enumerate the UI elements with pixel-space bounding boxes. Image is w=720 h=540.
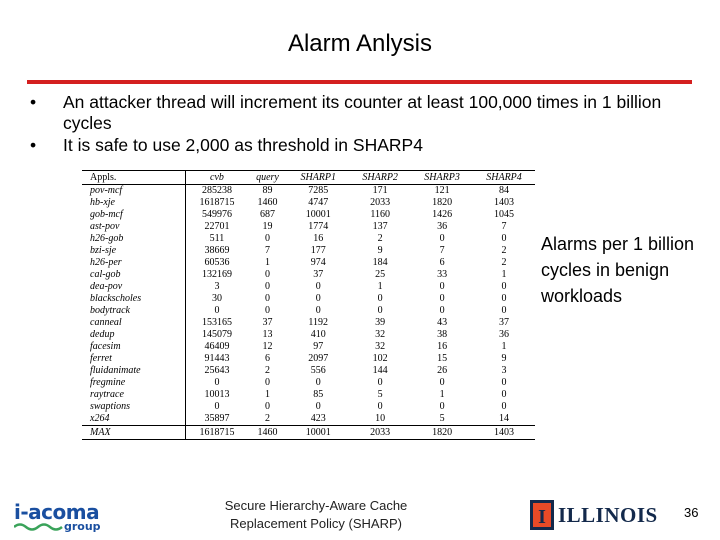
table-body	[82, 185, 535, 426]
table-row	[82, 305, 535, 317]
table-cell: MAX	[82, 426, 186, 440]
table-cell: 0	[501, 281, 507, 293]
table-cell: 0	[186, 305, 248, 317]
table-cell: 0	[439, 377, 445, 389]
table-cell: 132169	[186, 269, 248, 281]
footer-caption-line: Replacement Policy (SHARP)	[230, 516, 402, 531]
table-cell: h26-per	[90, 257, 122, 269]
table-row	[82, 329, 535, 341]
table-cell: ferret	[90, 353, 112, 365]
table-cell: 1618715	[186, 426, 248, 440]
table-cell: 5	[377, 389, 383, 401]
table-cell: 1426	[432, 209, 453, 221]
table-cell: 171	[372, 185, 388, 197]
table-cell: 2	[501, 257, 507, 269]
table-cell: 137	[372, 221, 388, 233]
table-cell: 84	[499, 185, 509, 197]
table-cell: 0	[315, 293, 321, 305]
table-cell: 25	[375, 269, 386, 281]
table-cell: 184	[372, 257, 388, 269]
table-cell: 0	[315, 401, 321, 413]
table-cell: 1	[501, 269, 507, 281]
column-header: cvb	[186, 171, 248, 185]
table-cell: 1774	[308, 221, 329, 233]
table-cell: 1	[439, 389, 445, 401]
table-cell: 2	[377, 233, 383, 245]
table-cell: 0	[501, 401, 507, 413]
table-cell: 1	[377, 281, 383, 293]
table-cell: 1403	[473, 426, 535, 440]
table-row	[82, 281, 535, 293]
table-cell: 0	[501, 389, 507, 401]
table-cell: 0	[439, 305, 445, 317]
bullet-marker: •	[30, 135, 37, 155]
table-cell: 144	[372, 365, 388, 377]
table-cell: 0	[315, 281, 321, 293]
table-cell: 35897	[186, 413, 248, 426]
table-cell: 0	[186, 377, 248, 389]
table-cell: swaptions	[90, 401, 131, 413]
table-cell: 9	[501, 353, 507, 365]
table-cell: 10001	[287, 426, 349, 440]
table-cell: h26-gob	[90, 233, 124, 245]
alarms-note-line: Alarms per 1 billion	[541, 234, 695, 254]
table-cell: 7	[264, 245, 270, 257]
table-cell: 153165	[186, 317, 248, 329]
table-cell: 2	[501, 245, 507, 257]
table-cell: x264	[90, 413, 110, 425]
table-row	[82, 317, 535, 329]
table-cell: 0	[264, 281, 270, 293]
table-row	[82, 353, 535, 365]
table-cell: 511	[186, 233, 248, 245]
column-header: SHARP2	[349, 171, 411, 185]
table-cell: 1192	[308, 317, 329, 329]
table-cell: 39	[375, 317, 386, 329]
table-row	[82, 245, 535, 257]
wave-icon	[14, 522, 64, 532]
table-cell: 25643	[186, 365, 248, 377]
table-cell: 9	[377, 245, 383, 257]
table-cell: 16	[437, 341, 448, 353]
page-number: 36	[684, 505, 699, 520]
table-cell: 14	[499, 413, 509, 425]
table-cell: 10001	[305, 209, 331, 221]
table-cell: 85	[313, 389, 324, 401]
table-cell: 1618715	[186, 197, 248, 209]
table-row	[82, 269, 535, 281]
table-cell: 37	[499, 317, 509, 329]
table-cell: cal-gob	[90, 269, 121, 281]
table-cell: 43	[437, 317, 448, 329]
table-cell: 2097	[308, 353, 329, 365]
table-cell: 13	[262, 329, 273, 341]
table-cell: 19	[262, 221, 273, 233]
table-cell: canneal	[90, 317, 122, 329]
table-cell: 7285	[308, 185, 329, 197]
table-cell: blackscholes	[90, 293, 142, 305]
table-cell: gob-mcf	[90, 209, 123, 221]
table-cell: 6	[264, 353, 270, 365]
block-i-icon	[530, 500, 554, 530]
table-cell: 0	[377, 401, 383, 413]
table-cell: 32	[375, 341, 386, 353]
table-cell: 1160	[370, 209, 390, 221]
illinois-logo	[530, 497, 670, 533]
bullet-item	[30, 92, 710, 134]
table-cell: 4747	[308, 197, 329, 209]
table-row	[82, 365, 535, 377]
table-cell: 0	[264, 401, 270, 413]
iacoma-logo	[14, 500, 104, 536]
table-cell: 10	[375, 413, 386, 425]
table-cell: 1460	[257, 197, 278, 209]
table-cell: 1460	[248, 426, 288, 440]
table-cell: 0	[377, 293, 383, 305]
table-cell: 46409	[186, 341, 248, 353]
table-cell: 7	[439, 245, 445, 257]
table-cell: 0	[439, 401, 445, 413]
table-cell: 2033	[349, 426, 411, 440]
table-cell: 1	[264, 257, 270, 269]
table-cell: 285238	[186, 185, 248, 198]
table-cell: bzi-sje	[90, 245, 117, 257]
bullet-text: An attacker thread will increment its counter at least 100,000 times in 1 billion cycles	[63, 92, 662, 133]
table-cell: 2033	[370, 197, 391, 209]
table-cell: 0	[501, 233, 507, 245]
table-cell: 410	[310, 329, 326, 341]
block-i-letter: I	[538, 506, 546, 528]
table-row	[82, 389, 535, 401]
column-header: SHARP1	[287, 171, 349, 185]
table-cell: 37	[313, 269, 324, 281]
footer-caption	[200, 497, 432, 533]
table-cell: 3	[501, 365, 507, 377]
table-cell: 22701	[186, 221, 248, 233]
table-cell: 36	[437, 221, 448, 233]
table-cell: 91443	[186, 353, 248, 365]
table-cell: 0	[439, 233, 445, 245]
table-cell: ast-pov	[90, 221, 120, 233]
table-cell: 1403	[494, 197, 514, 209]
table-cell: 145079	[186, 329, 248, 341]
table-cell: 0	[264, 377, 270, 389]
table-row	[82, 293, 535, 305]
alarm-table	[82, 170, 535, 440]
table-cell: 12	[262, 341, 273, 353]
table-cell: 687	[259, 209, 275, 221]
footer-caption-line: Secure Hierarchy-Aware Cache	[224, 498, 408, 513]
table-cell: 89	[262, 185, 273, 197]
bullet-marker: •	[30, 92, 37, 112]
table-row	[82, 233, 535, 245]
table-cell: 1820	[432, 197, 453, 209]
table-cell: 30	[186, 293, 248, 305]
table-cell: facesim	[90, 341, 121, 353]
iacoma-group-text: group	[64, 520, 101, 533]
table-cell: 0	[377, 377, 383, 389]
table-cell: 37	[262, 317, 273, 329]
table-header-row	[82, 171, 535, 185]
column-header: SHARP3	[411, 171, 473, 185]
table-cell: 33	[437, 269, 448, 281]
table-cell: 0	[315, 377, 321, 389]
table-row	[82, 257, 535, 269]
table-cell: hb-xje	[90, 197, 115, 209]
table-cell: 5	[439, 413, 445, 425]
table-cell: 121	[434, 185, 450, 197]
table-cell: pov-mcf	[90, 185, 123, 197]
column-header: Appls.	[82, 171, 186, 185]
iacoma-logo-text: i-acoma	[14, 500, 100, 524]
table-cell: 102	[372, 353, 388, 365]
table-cell: 177	[310, 245, 326, 257]
table-row	[82, 197, 535, 209]
table-row	[82, 377, 535, 389]
table-cell: 36	[499, 329, 509, 341]
bullet-text: It is safe to use 2,000 as threshold in SHARP4	[63, 135, 423, 155]
title-underline	[27, 80, 692, 84]
table-row	[82, 401, 535, 413]
table-row	[82, 221, 535, 233]
table-row	[82, 413, 535, 426]
table-row	[82, 209, 535, 221]
table-cell: 1	[501, 341, 507, 353]
table-cell: 60536	[186, 257, 248, 269]
alarms-note-line: workloads	[541, 286, 623, 306]
table-cell: dea-pov	[90, 281, 123, 293]
table-cell: 32	[375, 329, 386, 341]
bullet-item	[30, 135, 710, 156]
table-cell: 0	[439, 281, 445, 293]
table-cell: 423	[310, 413, 326, 425]
slide-title: Alarm Anlysis	[287, 30, 433, 57]
table-cell: 0	[264, 233, 270, 245]
table-cell: 1	[264, 389, 270, 401]
alarms-note	[541, 231, 720, 309]
table-cell: 974	[310, 257, 326, 269]
table-cell: 38	[437, 329, 448, 341]
column-header: query	[248, 171, 288, 185]
table-cell: 0	[501, 293, 507, 305]
table-cell: 0	[501, 377, 507, 389]
table-cell: dedup	[90, 329, 115, 341]
table-cell: 1045	[494, 209, 514, 221]
table-cell: 0	[439, 293, 445, 305]
table-cell: 7	[501, 221, 507, 233]
table-cell: 15	[437, 353, 448, 365]
table-cell: 0	[264, 269, 270, 281]
column-header: SHARP4	[473, 171, 535, 185]
illinois-logo-text: ILLINOIS	[558, 503, 658, 527]
table-cell: 549976	[186, 209, 248, 221]
table-cell: 0	[186, 401, 248, 413]
table-cell: 1820	[411, 426, 473, 440]
table-cell: 2	[264, 365, 270, 377]
table-cell: 6	[439, 257, 445, 269]
table-cell: 3	[186, 281, 248, 293]
table-cell: 0	[377, 305, 383, 317]
table-row	[82, 185, 535, 198]
alarm-table-figure	[82, 170, 535, 494]
alarms-note-line: cycles in benign	[541, 260, 670, 280]
bullet-list	[30, 92, 710, 157]
table-cell: fluidanimate	[90, 365, 141, 377]
table-row	[82, 341, 535, 353]
table-cell: 556	[310, 365, 326, 377]
table-cell: fregmine	[90, 377, 126, 389]
table-cell: 38669	[186, 245, 248, 257]
table-cell: 0	[264, 305, 270, 317]
table-cell: bodytrack	[90, 305, 130, 317]
table-cell: 0	[501, 305, 507, 317]
table-cell: 16	[313, 233, 324, 245]
table-cell: 2	[264, 413, 270, 425]
table-cell: 0	[264, 293, 270, 305]
table-max-row	[82, 426, 535, 440]
table-cell: 10013	[186, 389, 248, 401]
table-cell: 0	[315, 305, 321, 317]
table-cell: 26	[437, 365, 448, 377]
table-cell: raytrace	[90, 389, 124, 401]
table-cell: 97	[313, 341, 324, 353]
